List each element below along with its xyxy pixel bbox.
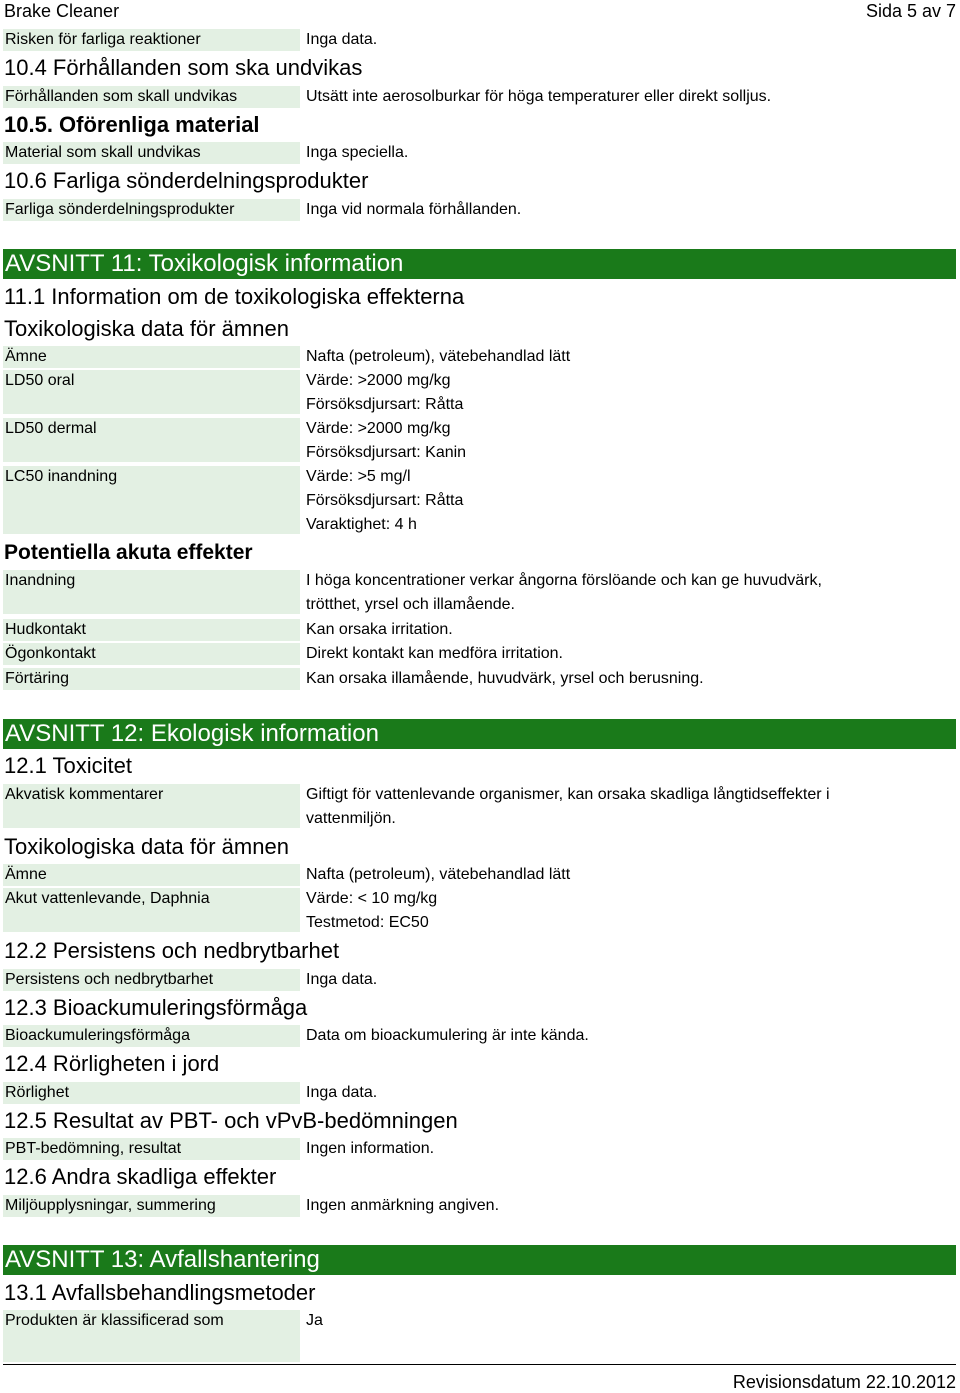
page-number: Sida 5 av 7	[865, 1, 956, 21]
decomposition-label: Farliga sönderdelningsprodukter	[3, 199, 300, 221]
ld50-dermal-value: Värde: >2000 mg/kg	[306, 420, 451, 437]
heading-10-5: 10.5. Oförenliga material	[4, 112, 260, 137]
ld50-dermal-species: Försöksdjursart: Kanin	[306, 444, 467, 461]
inhalation-label: Inandning	[3, 570, 300, 614]
risk-value: Inga data.	[306, 31, 378, 48]
daphnia-value: Värde: < 10 mg/kg	[306, 890, 438, 907]
acute-effects-heading: Potentiella akuta effekter	[4, 541, 253, 564]
eye-label: Ögonkontakt	[3, 643, 300, 665]
skin-value: Kan orsaka irritation.	[306, 621, 453, 638]
ingestion-label: Förtäring	[3, 668, 300, 690]
substance-value: Nafta (petroleum), vätebehandlad lätt	[306, 348, 571, 365]
lc50-label: LC50 inandning	[3, 466, 300, 534]
persistence-label: Persistens och nedbrytbarhet	[3, 969, 300, 991]
environment-label: Miljöupplysningar, summering	[3, 1195, 300, 1217]
materials-label: Material som skall undvikas	[3, 142, 300, 164]
aquatic-label: Akvatisk kommentarer	[3, 784, 300, 828]
section-12-title: AVSNITT 12: Ekologisk information	[3, 719, 956, 749]
heading-12-4: 12.4 Rörligheten i jord	[4, 1051, 220, 1076]
mobility-label: Rörlighet	[3, 1082, 300, 1104]
revision-date: Revisionsdatum 22.10.2012	[732, 1372, 956, 1392]
footer-divider	[3, 1364, 956, 1365]
heading-12-1: 12.1 Toxicitet	[4, 753, 133, 778]
conditions-value: Utsätt inte aerosolburkar för höga temperaturer eller direkt solljus.	[306, 88, 772, 105]
heading-12-3: 12.3 Bioackumuleringsförmåga	[4, 995, 308, 1020]
lc50-species: Försöksdjursart: Råtta	[306, 492, 464, 509]
heading-12-2: 12.2 Persistens och nedbrytbarhet	[4, 938, 340, 963]
risk-label: Risken för farliga reaktioner	[3, 29, 300, 51]
mobility-value: Inga data.	[306, 1084, 378, 1101]
tox-data-heading: Toxikologiska data för ämnen	[4, 316, 289, 341]
ingestion-value: Kan orsaka illamående, huvudvärk, yrsel och berusning.	[306, 670, 704, 687]
pbt-value: Ingen information.	[306, 1140, 435, 1157]
materials-value: Inga speciella.	[306, 144, 409, 161]
heading-12-6: 12.6 Andra skadliga effekter	[4, 1164, 277, 1189]
daphnia-method: Testmetod: EC50	[306, 914, 429, 931]
daphnia-label: Akut vattenlevande, Daphnia	[3, 888, 300, 932]
lc50-duration: Varaktighet: 4 h	[306, 516, 417, 533]
bioaccumulation-value: Data om bioackumulering är inte kända.	[306, 1027, 589, 1044]
heading-10-4: 10.4 Förhållanden som ska undvikas	[4, 55, 363, 80]
persistence-value: Inga data.	[306, 971, 378, 988]
classification-value: Ja	[306, 1312, 323, 1329]
document-title: Brake Cleaner	[4, 1, 120, 21]
eco-tox-data-heading: Toxikologiska data för ämnen	[4, 834, 289, 859]
eco-substance-value: Nafta (petroleum), vätebehandlad lätt	[306, 866, 571, 883]
substance-label: Ämne	[3, 346, 300, 368]
skin-label: Hudkontakt	[3, 619, 300, 641]
ld50-oral-value: Värde: >2000 mg/kg	[306, 372, 451, 389]
section-11-title: AVSNITT 11: Toxikologisk information	[3, 249, 956, 279]
heading-12-5: 12.5 Resultat av PBT- och vPvB-bedömningen	[4, 1108, 458, 1133]
aquatic-value: Giftigt för vattenlevande organismer, kan orsaka skadliga långtidseffekter i	[306, 786, 830, 803]
heading-13-1: 13.1 Avfallsbehandlingsmetoder	[4, 1280, 316, 1305]
section-13-title: AVSNITT 13: Avfallshantering	[3, 1245, 956, 1275]
eco-substance-label: Ämne	[3, 864, 300, 886]
conditions-label: Förhållanden som skall undvikas	[3, 86, 300, 108]
heading-10-6: 10.6 Farliga sönderdelningsprodukter	[4, 168, 369, 193]
heading-11-1: 11.1 Information om de toxikologiska effekterna	[4, 284, 465, 309]
ld50-dermal-label: LD50 dermal	[3, 418, 300, 462]
pbt-label: PBT-bedömning, resultat	[3, 1138, 300, 1160]
lc50-value: Värde: >5 mg/l	[306, 468, 411, 485]
inhalation-value-cont: trötthet, yrsel och illamående.	[306, 596, 515, 613]
classification-label: Produkten är klassificerad som	[3, 1310, 300, 1362]
environment-value: Ingen anmärkning angiven.	[306, 1197, 500, 1214]
aquatic-value-cont: vattenmiljön.	[306, 810, 396, 827]
ld50-oral-label: LD50 oral	[3, 370, 300, 414]
ld50-oral-species: Försöksdjursart: Råtta	[306, 396, 464, 413]
eye-value: Direkt kontakt kan medföra irritation.	[306, 645, 563, 662]
inhalation-value: I höga koncentrationer verkar ångorna förslöande och kan ge huvudvärk,	[306, 572, 822, 589]
decomposition-value: Inga vid normala förhållanden.	[306, 201, 522, 218]
bioaccumulation-label: Bioackumuleringsförmåga	[3, 1025, 300, 1047]
